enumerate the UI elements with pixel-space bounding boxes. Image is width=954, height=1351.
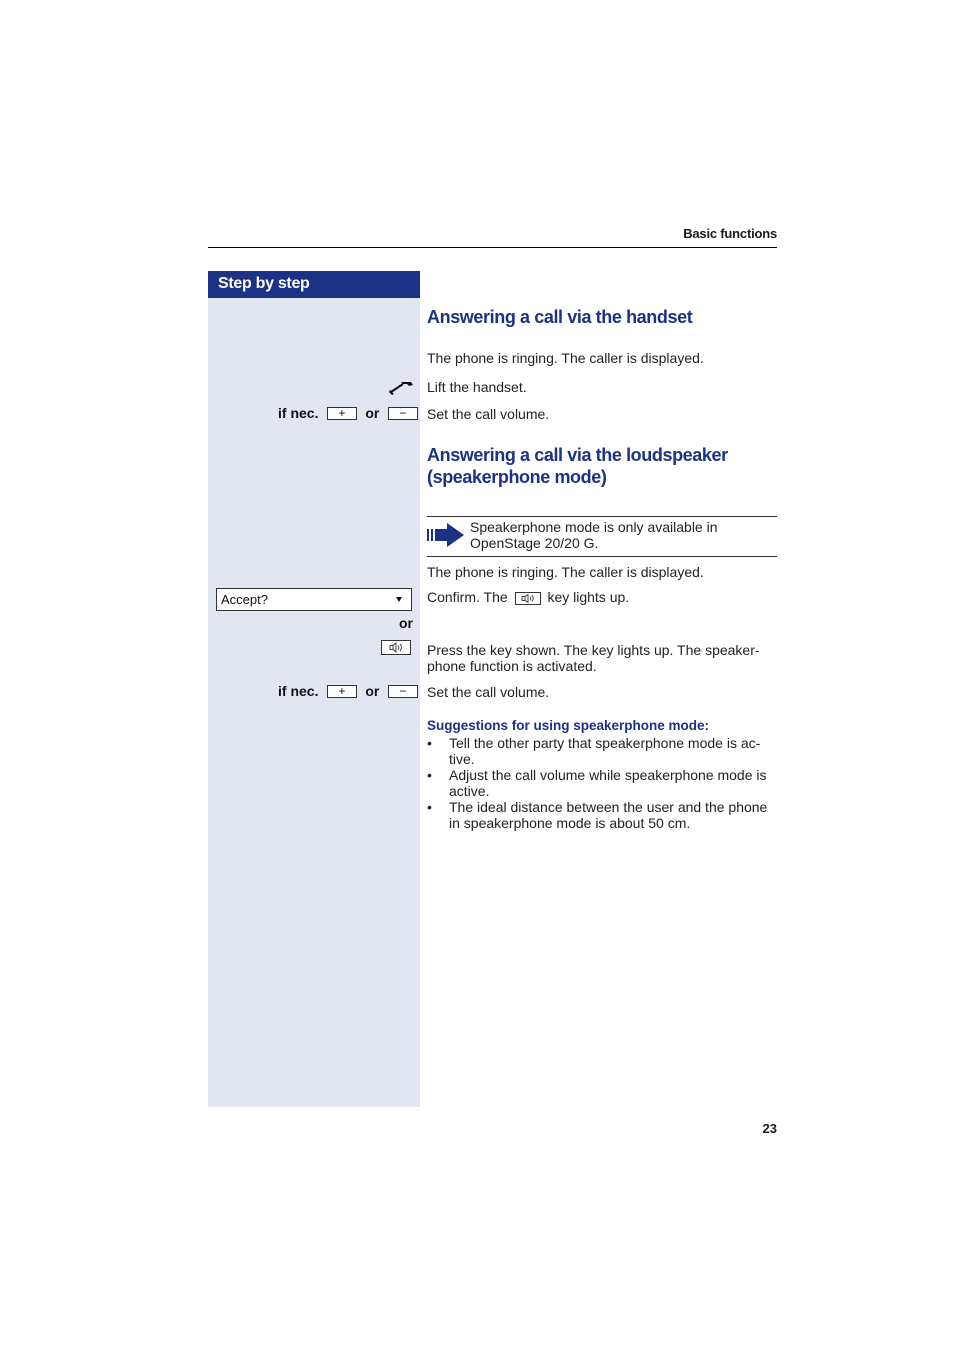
suggestion-line-1: • Adjust the call volume while speakerphone mode is (449, 767, 767, 783)
volume-keys-row-2 (278, 683, 414, 701)
suggestion-line-1: • Tell the other party that speakerphone mode is ac- (449, 735, 761, 751)
ringing-text-1: The phone is ringing. The caller is displayed. (427, 350, 704, 366)
set-volume-text-1: Set the call volume. (427, 406, 550, 422)
suggestion-item (427, 799, 779, 831)
press-line-2: phone function is activated. (427, 658, 597, 674)
if-nec-label: if nec. (278, 405, 319, 421)
confirm-after: key lights up. (547, 589, 630, 605)
or-label: or (365, 683, 380, 699)
set-volume-text-2: Set the call volume. (427, 684, 550, 700)
suggestion-item (427, 735, 779, 767)
or-label: or (365, 405, 380, 421)
minus-key[interactable]: − (388, 685, 418, 698)
note-top-rule (427, 516, 777, 517)
note-line-2: OpenStage 20/20 G. (470, 535, 599, 551)
running-header: Basic functions (683, 226, 777, 241)
speaker-key-inline-icon (515, 592, 541, 605)
accept-select[interactable] (216, 588, 412, 611)
accept-select-value: Accept? (221, 592, 268, 607)
confirm-before: Confirm. The (427, 589, 508, 605)
press-key-text (427, 642, 760, 674)
speaker-key-icon[interactable] (381, 640, 411, 655)
suggestion-item (427, 767, 779, 799)
sidebar-header (208, 271, 420, 298)
heading-line-2: (speakerphone mode) (427, 467, 607, 487)
suggestion-line-1: • The ideal distance between the user and the phone (449, 799, 768, 815)
section-heading-handset: Answering a call via the handset (427, 307, 693, 327)
suggestions-list (427, 735, 779, 831)
note-text (470, 519, 718, 551)
suggestion-line-2: tive. (449, 751, 475, 767)
if-nec-label: if nec. (278, 683, 319, 699)
note-line-1: Speakerphone mode is only available in (470, 519, 718, 535)
press-line-1: Press the key shown. The key lights up. The speaker- (427, 642, 760, 658)
handset-icon (389, 378, 415, 396)
plus-key[interactable]: + (327, 407, 357, 420)
plus-key[interactable]: + (327, 685, 357, 698)
suggestion-line-2: in speakerphone mode is about 50 cm. (449, 815, 691, 831)
or-separator: or (399, 615, 413, 631)
section-heading-loudspeaker (427, 444, 728, 488)
dropdown-arrow-icon (396, 597, 402, 602)
minus-key[interactable]: − (388, 407, 418, 420)
suggestions-heading: Suggestions for using speakerphone mode: (427, 718, 710, 733)
heading-line-1: Answering a call via the loudspeaker (427, 445, 728, 465)
page-number: 23 (762, 1121, 777, 1136)
ringing-text-2: The phone is ringing. The caller is displayed. (427, 564, 704, 580)
sidebar-title: Step by step (218, 275, 310, 292)
header-rule (208, 247, 777, 248)
note-arrow-icon (427, 521, 465, 549)
confirm-text (427, 589, 629, 605)
lift-handset-text: Lift the handset. (427, 379, 527, 395)
note-bottom-rule (427, 556, 777, 557)
suggestion-line-2: active. (449, 783, 490, 799)
volume-keys-row-1 (278, 405, 414, 423)
